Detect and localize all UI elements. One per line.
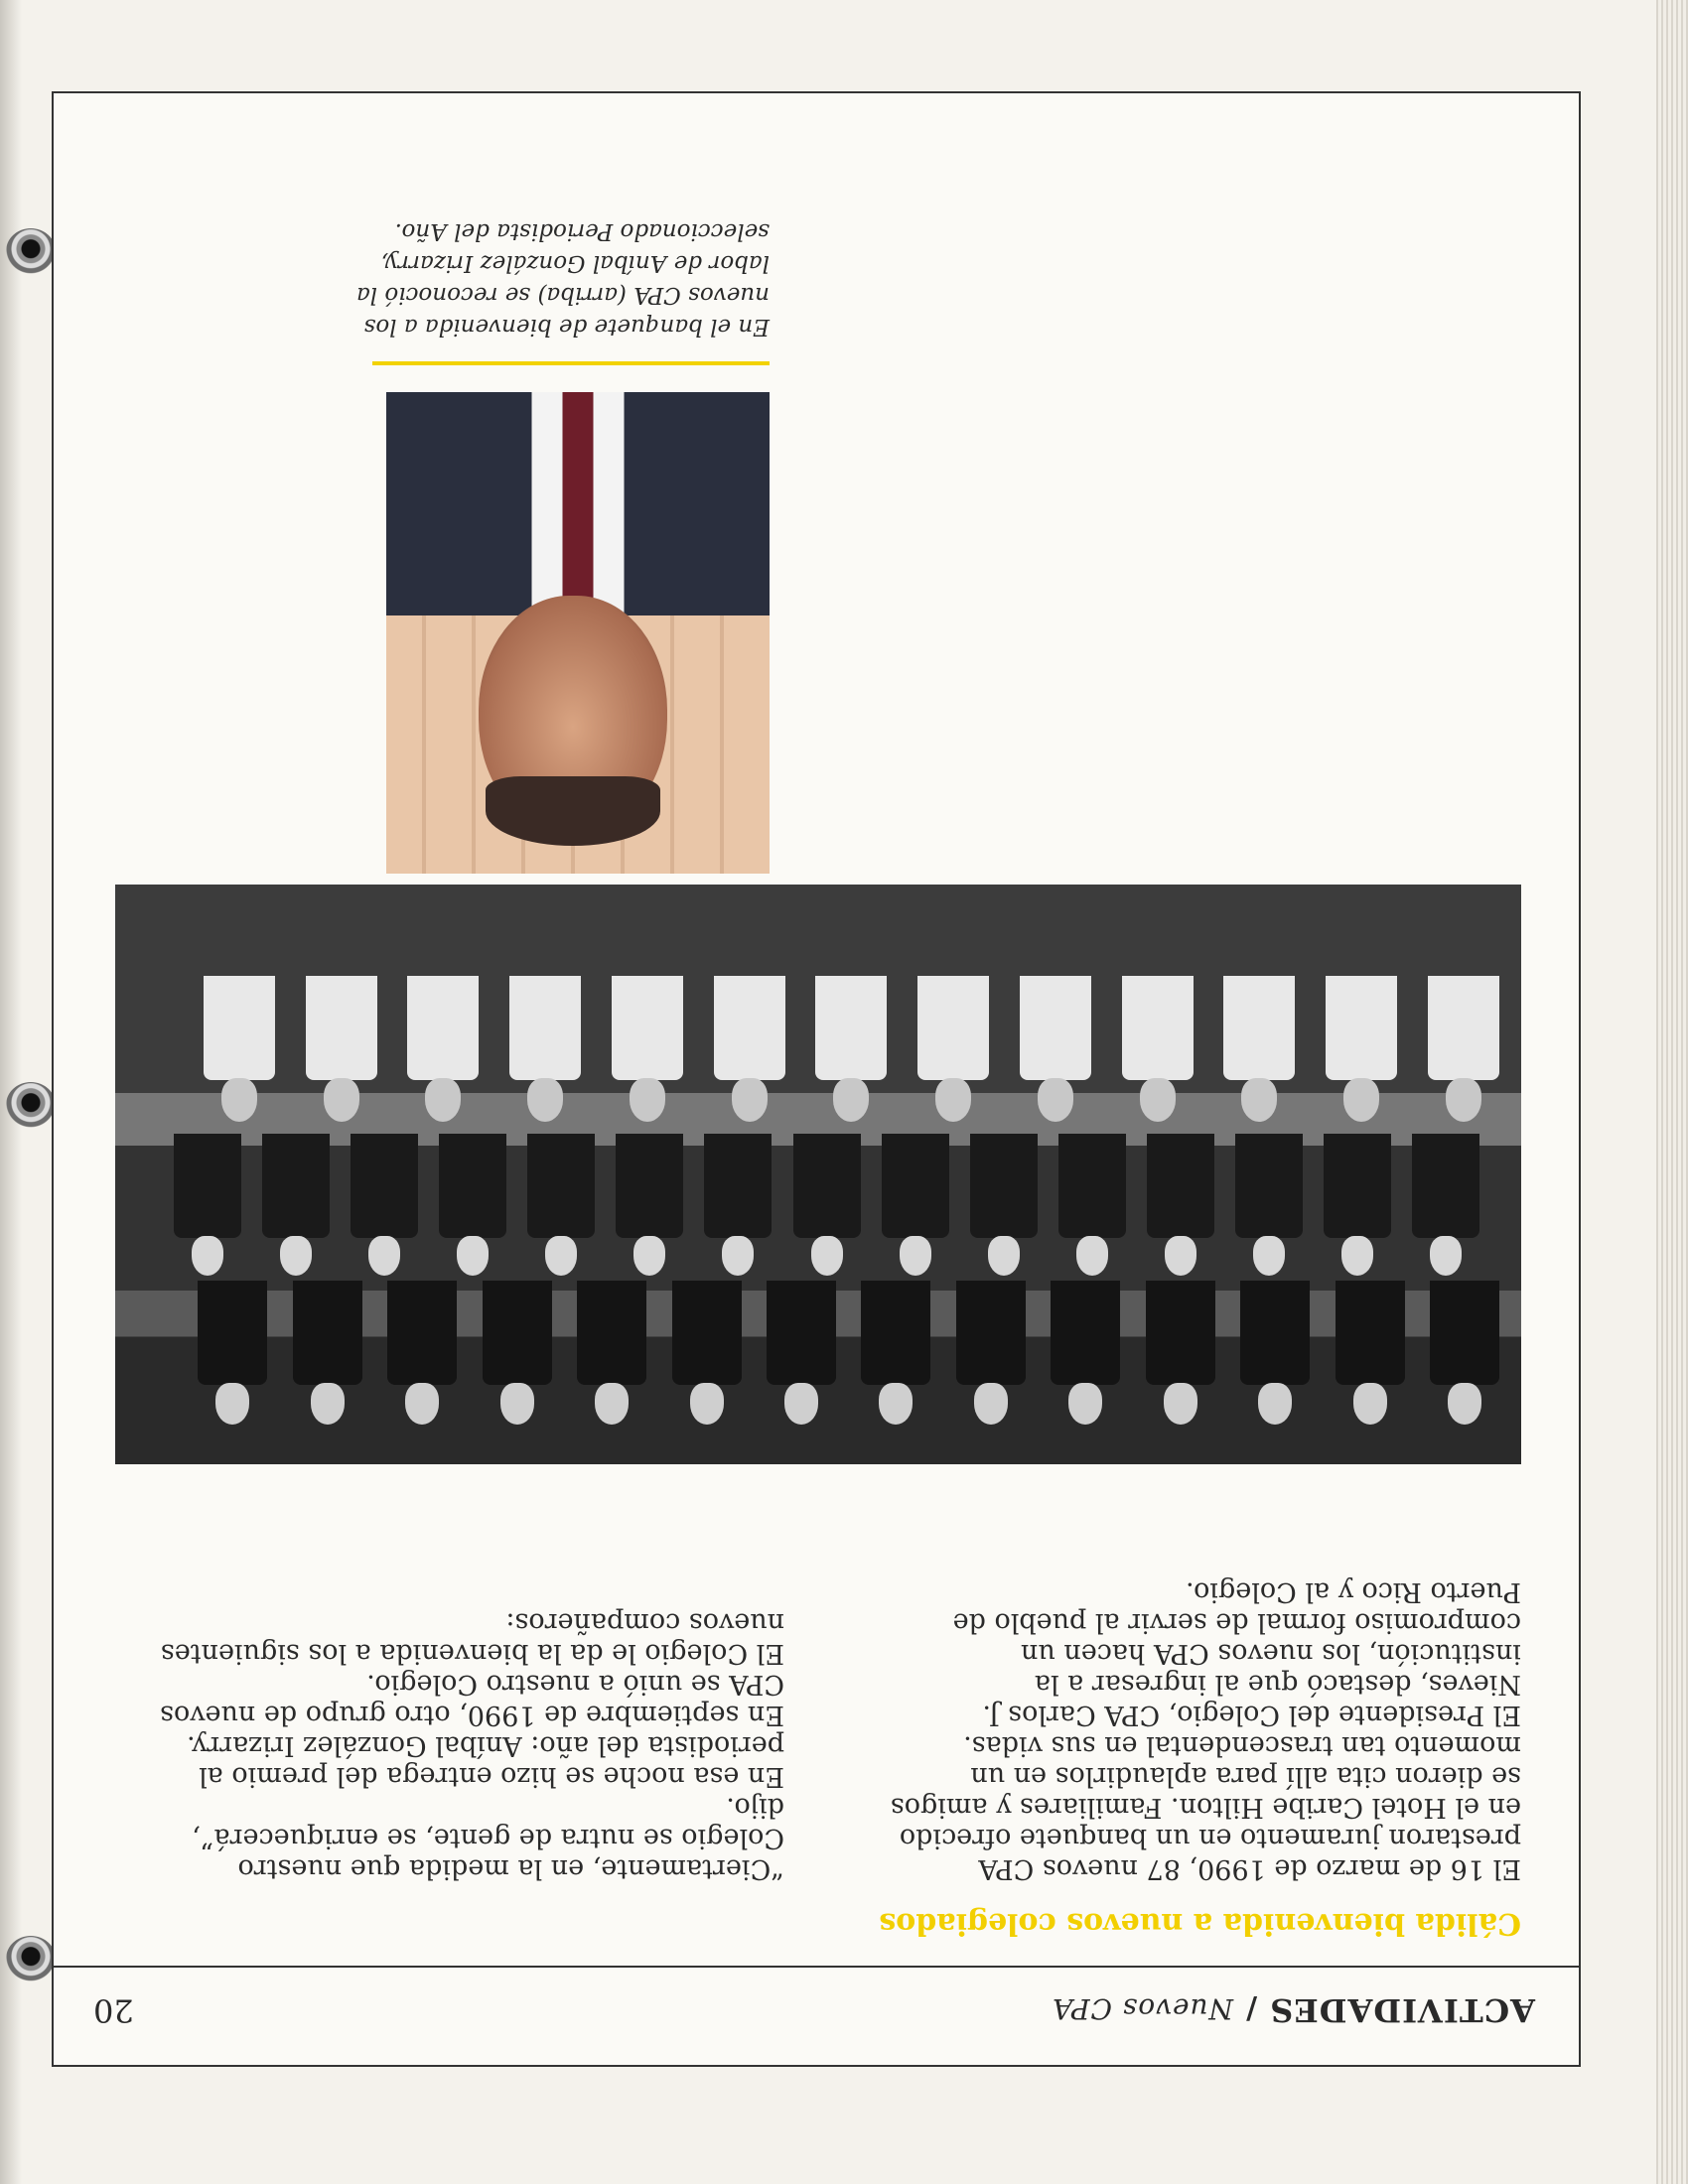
page-number: 20: [93, 1991, 134, 2029]
person-body: [956, 1281, 1026, 1385]
person-body: [1235, 1134, 1303, 1238]
section-title: [1052, 1991, 1535, 2029]
group-photo: [115, 885, 1521, 1464]
person-head: [935, 1078, 971, 1122]
person-body: [1223, 976, 1295, 1080]
person-body: [262, 1134, 330, 1238]
person-head: [457, 1236, 489, 1276]
person-body: [1430, 1281, 1499, 1385]
article-column-right: [149, 1607, 784, 1884]
person-body: [1051, 1281, 1120, 1385]
paragraph: “Ciertamente, en la medida que nuestro Colegio se nutra de gente, se enriquecerá”, dijo.: [192, 1792, 784, 1884]
person-head: [527, 1078, 563, 1122]
person-head: [1430, 1236, 1462, 1276]
person-head: [811, 1236, 843, 1276]
person-head: [192, 1236, 223, 1276]
article-column-left: [886, 1576, 1521, 1884]
person-head: [368, 1236, 400, 1276]
person-body: [704, 1134, 772, 1238]
person-body: [387, 1281, 457, 1385]
person-body: [714, 976, 785, 1080]
person-body: [1146, 1281, 1215, 1385]
person-head: [1140, 1078, 1176, 1122]
person-head: [500, 1383, 534, 1425]
section-separator: /: [1245, 1991, 1258, 2026]
person-body: [198, 1281, 267, 1385]
person-head: [545, 1236, 577, 1276]
person-body: [509, 976, 581, 1080]
person-body: [1058, 1134, 1126, 1238]
paragraph: El 16 de marzo de 1990, 87 nuevos CPA prestaron juramento en un banquete ofrecido en el Hotel Caribe Hilton. Familiares y amigos se dieron cita allí para aplaudirlos en un momento tan trascendental en sus vidas.: [890, 1730, 1521, 1884]
paragraph: En esa noche se hizo entrega del premio al periodista del año: Aníbal González Irizarry.: [187, 1730, 784, 1792]
person-head: [1253, 1236, 1285, 1276]
person-head: [1341, 1236, 1373, 1276]
person-body: [527, 1134, 595, 1238]
person-body: [1122, 976, 1194, 1080]
person-body: [970, 1134, 1038, 1238]
person-head: [1068, 1383, 1102, 1425]
person-body: [174, 1134, 241, 1238]
person-head: [633, 1236, 665, 1276]
person-body: [439, 1134, 506, 1238]
person-head: [1353, 1383, 1387, 1425]
person-head: [1165, 1236, 1196, 1276]
magazine-page: [52, 91, 1581, 2067]
person-body: [1326, 976, 1397, 1080]
article-headline: Cálida bienvenida a nuevos colegiados: [879, 1906, 1521, 1941]
person-body: [917, 976, 989, 1080]
person-body: [1428, 976, 1499, 1080]
person-body: [1147, 1134, 1214, 1238]
person-body: [1240, 1281, 1310, 1385]
caption-rule: [372, 361, 770, 365]
page-header: [54, 1966, 1579, 2065]
person-body: [483, 1281, 552, 1385]
photo-caption: En el banquete de bienvenida a los nuevos CPA (arriba) se reconoció la labor de Aníbal González Irizarry, seleccionado Periodista del Año.: [355, 218, 770, 340]
person-body: [293, 1281, 362, 1385]
person-body: [1020, 976, 1091, 1080]
person-body: [1412, 1134, 1479, 1238]
person-head: [988, 1236, 1020, 1276]
person-head: [1343, 1078, 1379, 1122]
person-head: [879, 1383, 913, 1425]
binder-ring-icon: [6, 1936, 56, 1981]
person-body: [793, 1134, 861, 1238]
person-head: [690, 1383, 724, 1425]
person-head: [900, 1236, 931, 1276]
paragraph: El Presidente del Colegio, CPA Carlos J. Nieves, destacó que al ingresar a la institución, los nuevos CPA hacen un compromiso formal de servir al pueblo de Puerto Rico y al Colegio.: [952, 1576, 1521, 1730]
paragraph: El Colegio le da la bienvenida a los siguientes nuevos compañeros:: [160, 1607, 784, 1669]
binder-ring-icon: [6, 228, 56, 274]
person-body: [1324, 1134, 1391, 1238]
person-body: [861, 1281, 930, 1385]
section-label: ACTIVIDADES: [1269, 1991, 1535, 2029]
person-head: [280, 1236, 312, 1276]
paragraph: En septiembre de 1990, otro grupo de nuevos CPA se unió a nuestro Colegio.: [160, 1669, 784, 1730]
person-body: [616, 1134, 683, 1238]
person-body: [672, 1281, 742, 1385]
person-body: [577, 1281, 646, 1385]
person-head: [630, 1078, 665, 1122]
person-body: [882, 1134, 949, 1238]
person-head: [784, 1383, 818, 1425]
subsection-label: Nuevos CPA: [1052, 1992, 1234, 2025]
person-head: [311, 1383, 345, 1425]
person-head: [425, 1078, 461, 1122]
person-body: [306, 976, 377, 1080]
person-body: [204, 976, 275, 1080]
album-page-edges: [1656, 0, 1688, 2184]
person-head: [1076, 1236, 1108, 1276]
person-head: [595, 1383, 629, 1425]
person-head: [221, 1078, 257, 1122]
person-head: [1258, 1383, 1292, 1425]
person-head: [1038, 1078, 1073, 1122]
person-head: [405, 1383, 439, 1425]
person-body: [407, 976, 479, 1080]
person-body: [815, 976, 887, 1080]
portrait-photo: [386, 392, 770, 874]
person-head: [1446, 1078, 1481, 1122]
portrait-hair: [486, 776, 660, 846]
person-head: [1241, 1078, 1277, 1122]
person-head: [833, 1078, 869, 1122]
portrait-suit: [386, 392, 770, 615]
person-head: [1164, 1383, 1197, 1425]
person-body: [612, 976, 683, 1080]
person-body: [351, 1134, 418, 1238]
person-head: [974, 1383, 1008, 1425]
person-body: [767, 1281, 836, 1385]
person-head: [1448, 1383, 1481, 1425]
person-head: [722, 1236, 754, 1276]
person-head: [732, 1078, 768, 1122]
person-head: [324, 1078, 359, 1122]
person-body: [1336, 1281, 1405, 1385]
person-head: [215, 1383, 249, 1425]
binder-ring-icon: [6, 1082, 56, 1128]
